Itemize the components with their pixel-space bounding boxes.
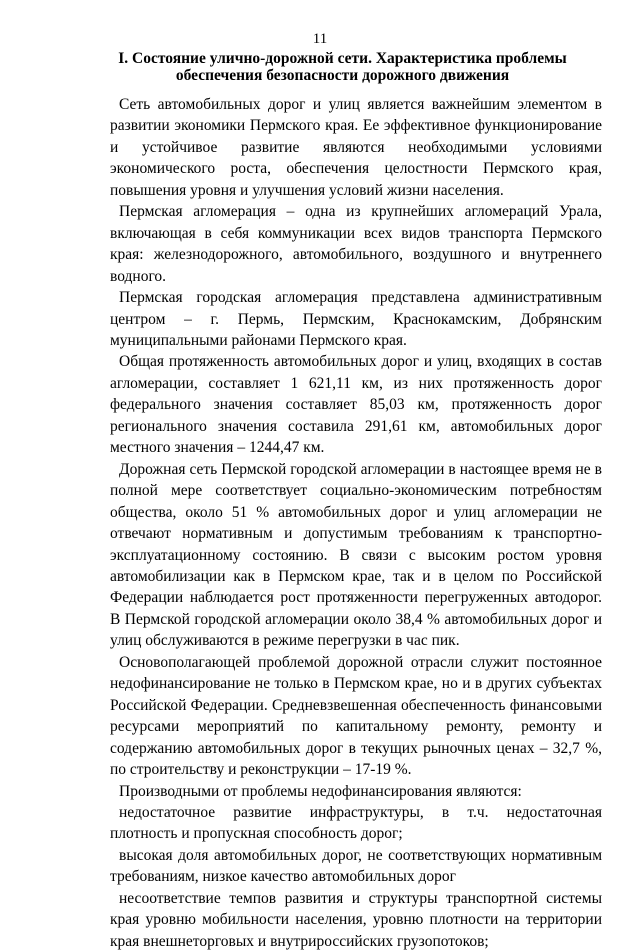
paragraph: Пермская агломерация – одна из крупнейших агломераций Урала, включающая в себя коммуникации всех видов транспорта Пермского края: железнодорожного, автомобильного, воздушного и внутреннего водного. <box>110 203 602 285</box>
paragraph: Производными от проблемы недофинансирования являются: <box>119 782 522 800</box>
page-number: 11 <box>312 31 328 47</box>
paragraph: Основополагающей проблемой дорожной отрасли служит постоянное недофинансирование не только в Пермском крае, но и в других субъектах Российской Федерации. Средневзвешенная обеспеченность финансовыми ресурсами мероприятий по капитальному ремонту, ремонту и содержанию автомобильных дорог в текущих рыночных ценах – 32,7 %, по строительству и реконструкции – 17-19 %. <box>110 653 602 779</box>
list-item: высокая доля автомобильных дорог, не соответствующих нормативным требованиям, низкое качество автомобильных дорог <box>110 846 602 886</box>
list-item: несоответствие темпов развития и структуры транспортной системы края уровню мобильности населения, уровню плотности на территории края внешнеторговых и внутрироссийских грузопотоков; <box>110 889 602 950</box>
paragraph: Дорожная сеть Пермской городской агломерации в настоящее время не в полной мере соответствует социально-экономическим потребностям общества, около 51 % автомобильных дорог и улиц агломерации не отвечают нормативным и допустимым требованиям к транспортно-эксплуатационному состоянию. В связи с высоким ростом уровня автомобилизации как в Пермском крае, так и в целом по Российской Федерации наблюдается рост протяженности перегруженных автодорог. В Пермской городской агломерации около 38,4 % автомобильных дорог и улиц обслуживаются в режиме перегрузки в час пик. <box>110 460 602 650</box>
paragraph: Пермская городская агломерация представлена административным центром – г. Пермь, Пермским, Краснокамским, Добрянским муниципальными районами Пермского края. <box>110 289 602 349</box>
paragraph: Общая протяженность автомобильных дорог и улиц, входящих в состав агломерации, составляет 1 621,11 км, из них протяженность дорог федерального значения составляет 85,03 км, протяженность дорог регионального значения составила 291,61 км, автомобильных дорог местного значения – 1244,47 км. <box>110 353 602 457</box>
list-item: недостаточное развитие инфраструктуры, в т.ч. недостаточная плотность и пропускная способность дорог; <box>110 803 602 843</box>
section-heading: I. Состояние улично-дорожной сети. Характеристика проблемы обеспечения безопасности дорожного движения <box>118 50 567 84</box>
document-body <box>110 94 602 952</box>
paragraph: Сеть автомобильных дорог и улиц является важнейшим элементом в развитии экономики Пермского края. Ее эффективное функционирование и устойчивое развитие являются необходимыми условиями экономического роста, обеспечения целостности Пермского края, повышения уровня и улучшения условий жизни населения. <box>110 96 602 199</box>
